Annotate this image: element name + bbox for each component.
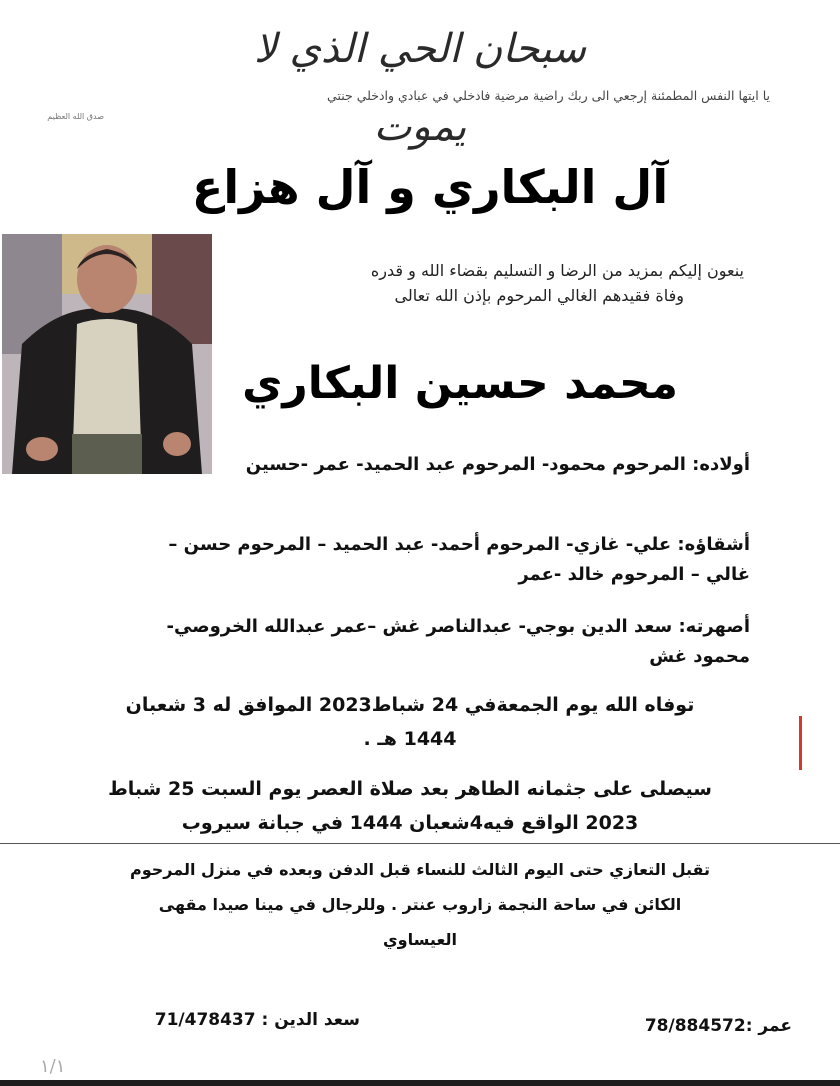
condolences-line-2: الكائن في ساحة النجمة زاروب عنتر . وللرجال في مينا صيدا مقهى <box>158 895 682 914</box>
family-names-heading: آل البكاري و آل هزاع <box>191 160 669 214</box>
deceased-name: محمد حسين البكاري <box>242 358 678 409</box>
page-number: ١/١ <box>40 1056 66 1077</box>
condolences <box>120 852 720 957</box>
contact-saad: سعد الدين : 71/478437 <box>154 1010 360 1030</box>
death-notice-line-1: توفاه الله يوم الجمعةفي 24 شباط2023 الموافق له 3 شعبان <box>125 694 695 716</box>
quran-verse: يا ايتها النفس المطمئنة إرجعي الى ربك راضية مرضية فادخلي في عبادي وادخلي جنتي <box>327 88 770 103</box>
deceased-photo <box>2 234 212 474</box>
divider-line <box>0 843 840 844</box>
funeral-line-2: 2023 الواقع فيه4شعبان 1444 في جبانة سيروب <box>181 812 639 834</box>
contact-omar: عمر :78/884572 <box>644 1016 792 1036</box>
condolences-line-3: العيساوي <box>383 930 457 949</box>
death-notice-line-2: 1444 هـ . <box>363 728 457 750</box>
verse-source: صدق الله العظيم <box>47 112 104 121</box>
funeral-line-1: سيصلى على جثمانه الطاهر بعد صلاة العصر يوم السبت 25 شباط <box>108 778 712 800</box>
portrait-image <box>2 234 212 474</box>
announcement-line-1: ينعون إليكم بمزيد من الرضا و التسليم بقضاء الله و قدره <box>370 261 744 280</box>
sons-paragraph: أولاده: المرحوم محمود- المرحوم عبد الحميد- عمر -حسين <box>245 454 750 475</box>
brothers-paragraph: أشقاؤه: علي- غازي- المرحوم أحمد- عبد الحميد – المرحوم حسن – غالي – المرحوم خالد -عمر <box>168 534 750 585</box>
condolences-line-1: تقبل التعازي حتى اليوم الثالث للنساء قبل الدفن وبعده في منزل المرحوم <box>129 860 711 879</box>
bottom-edge <box>0 1080 840 1086</box>
death-notice <box>90 688 730 756</box>
announcement <box>224 258 744 308</box>
announcement-line-2: وفاة فقيدهم الغالي المرحوم بإذن الله تعالى <box>394 286 684 305</box>
in-laws-paragraph: أصهرته: سعد الدين بوجي- عبدالناصر غش –عمر عبدالله الخروصي-محمود غش <box>166 616 750 667</box>
calligraphy-header: سبحان الحي الذي لا يموت <box>254 26 586 150</box>
funeral-prayer <box>90 772 730 840</box>
red-mark <box>799 716 802 770</box>
